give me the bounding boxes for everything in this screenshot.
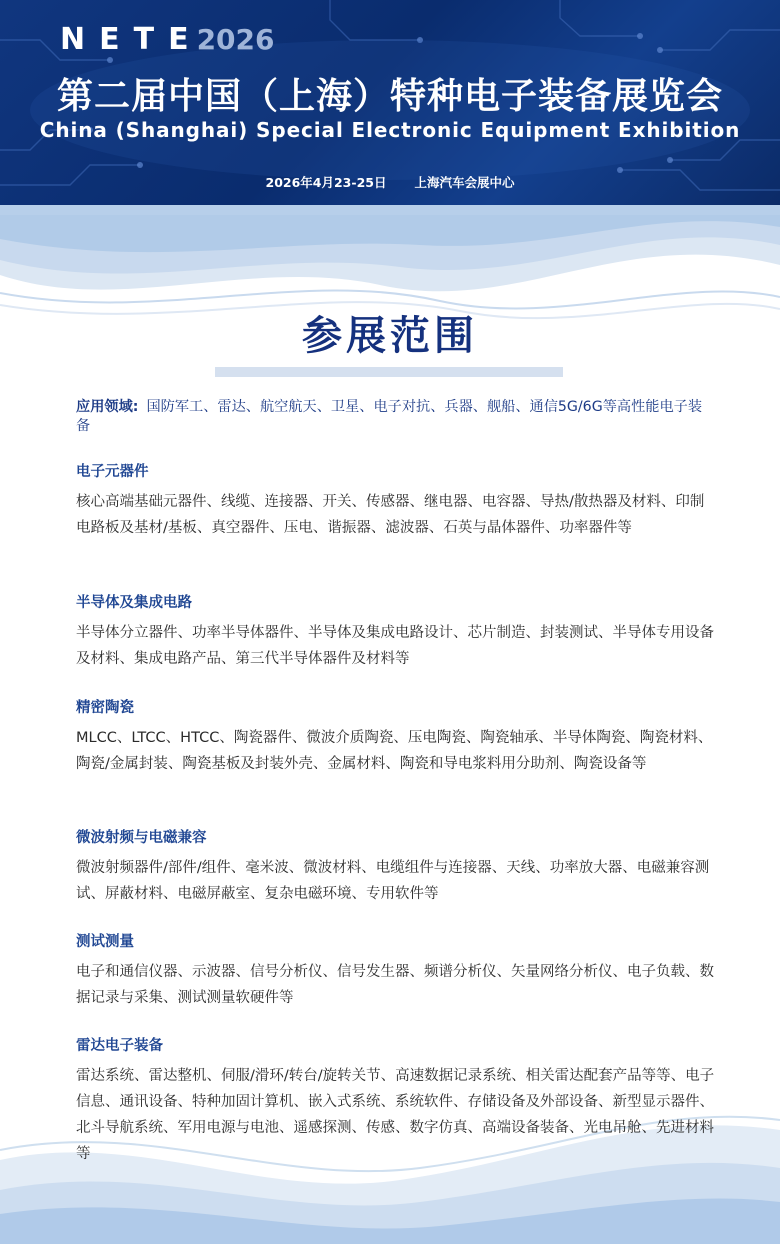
category-title: 测试测量: [76, 934, 134, 950]
exhibition-title-en: China (Shanghai) Special Electronic Equipment Exhibition: [39, 118, 741, 142]
heading-underline: [215, 367, 563, 377]
category-test-measurement: [76, 932, 716, 1011]
category-body: MLCC、LTCC、HTCC、陶瓷器件、微波介质陶瓷、压电陶瓷、陶瓷轴承、半导体陶瓷、陶瓷材料、陶瓷/金属封装、陶瓷基板及封装外壳、金属材料、陶瓷和导电浆料用分助剂、陶瓷设备等: [76, 730, 713, 772]
category-body: 半导体分立器件、功率半导体器件、半导体及集成电路设计、芯片制造、封装测试、半导体专用设备及材料、集成电路产品、第三代半导体器件及材料等: [76, 625, 714, 667]
event-info: [0, 173, 780, 191]
brand-name: NETE: [60, 22, 203, 57]
brand-logo: [60, 22, 275, 58]
brand-year: 2026: [196, 23, 275, 56]
application-label: 应用领域:: [76, 399, 139, 415]
category-semiconductors: [76, 593, 716, 672]
category-title: 电子元器件: [76, 464, 149, 480]
category-title: 微波射频与电磁兼容: [76, 830, 207, 846]
category-radar-equipment: [76, 1036, 716, 1167]
category-body: 核心高端基础元器件、线缆、连接器、开关、传感器、继电器、电容器、导热/散热器及材料、印制电路板及基材/基板、真空器件、压电、谐振器、滤波器、石英与晶体器件、功率器件等: [76, 494, 705, 536]
category-title: 半导体及集成电路: [76, 595, 192, 611]
category-body: 微波射频器件/部件/组件、毫米波、微波材料、电缆组件与连接器、天线、功率放大器、电磁兼容测试、屏蔽材料、电磁屏蔽室、复杂电磁环境、专用软件等: [76, 860, 710, 902]
header-banner: [0, 0, 780, 210]
category-precision-ceramics: [76, 698, 716, 777]
scope-heading: 参展范围: [302, 313, 478, 359]
event-venue: 上海汽车会展中心: [414, 175, 515, 190]
event-date: 2026年4月23-25日: [265, 175, 387, 190]
exhibition-title-cn: 第二届中国（上海）特种电子装备展览会: [56, 76, 723, 117]
application-value: 国防军工、雷达、航空航天、卫星、电子对抗、兵器、舰船、通信5G/6G等高性能电子装备: [76, 399, 703, 434]
category-microwave-rf-emc: [76, 828, 716, 907]
category-body: 电子和通信仪器、示波器、信号分析仪、信号发生器、频谱分析仪、矢量网络分析仪、电子负载、数据记录与采集、测试测量软硬件等: [76, 964, 714, 1006]
category-title: 精密陶瓷: [76, 700, 134, 716]
category-electronic-components: [76, 462, 716, 541]
category-body: 雷达系统、雷达整机、伺服/滑环/转台/旋转关节、高速数据记录系统、相关雷达配套产品等等、电子信息、通讯设备、特种加固计算机、嵌入式系统、系统软件、存储设备及外部设备、新型显示器件、北斗导航系统、军用电源与电池、遥感探测、传感、数字仿真、高端设备装备、光电吊舱、先进材料等: [76, 1068, 715, 1162]
scope-content: [76, 398, 716, 1162]
application-field: [76, 398, 716, 436]
category-title: 雷达电子装备: [76, 1038, 163, 1054]
